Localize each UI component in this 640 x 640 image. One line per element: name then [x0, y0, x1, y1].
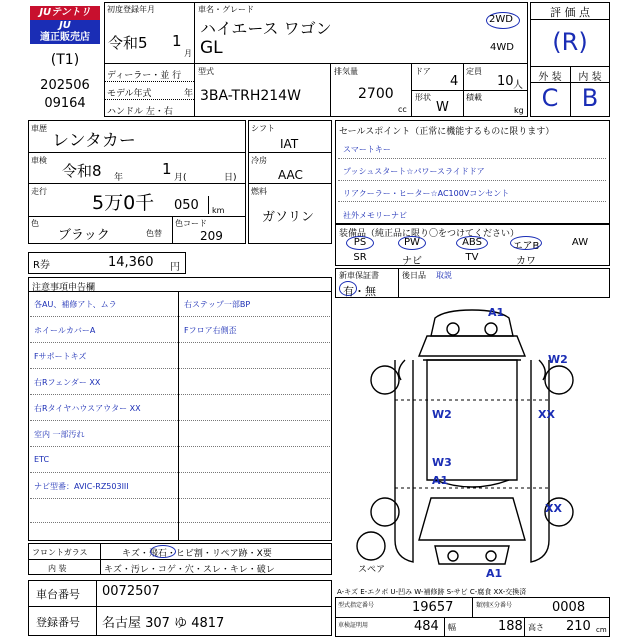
- length-label: 車検証明用: [338, 622, 369, 629]
- first-reg-era: 令和5: [108, 34, 148, 52]
- r-ticket-unit: 円: [170, 262, 180, 273]
- note-left-4: 右Rフェンダー XX: [34, 378, 101, 387]
- front-glass-selected-circle: [150, 545, 176, 558]
- length-value: 484: [414, 619, 439, 634]
- equip-ps-circle: [346, 236, 374, 250]
- legend: A-キズ E-エクボ U-凹み W-補修跡 S-サビ C-腐食 XX-交換済: [337, 588, 527, 596]
- car-name: ハイエース ワゴン: [200, 19, 332, 38]
- dealer-label: ディーラー・並 行: [107, 71, 182, 81]
- mileage-unit: km: [212, 206, 225, 215]
- load-label: 積載: [466, 93, 482, 102]
- cooler-value: AAC: [278, 168, 303, 182]
- equip-sr: SR: [353, 252, 367, 263]
- color-change-label: 色替: [146, 229, 162, 238]
- capacity-value: 10: [497, 74, 514, 89]
- car-name-label: 車名・グレード: [198, 5, 254, 14]
- mileage-value: 5万0千: [92, 192, 155, 214]
- logo-box: [28, 4, 102, 117]
- reg-label: 登録番号: [36, 616, 80, 629]
- note-left-8: ナビ型番：AVIC-RZ503III: [34, 482, 129, 491]
- inspection-month-unit: 月(: [174, 173, 187, 183]
- warranty-value: 有・無: [343, 285, 376, 298]
- height-value: 210: [566, 619, 591, 634]
- front-glass-value: キズ・飛石・ヒビ割・リペア跡・X要: [122, 549, 272, 559]
- mark-xx-right: XX: [538, 408, 555, 421]
- spare-label: スペア: [358, 565, 386, 575]
- note-left-1: 各AU、補修アト、ムラ: [34, 300, 117, 309]
- front-glass-label: フロントガラス: [32, 548, 88, 557]
- note-right-2: Fフロア右側歪: [184, 326, 237, 335]
- equip-pw-circle: [398, 236, 426, 250]
- note-left-3: Fサポートキズ: [34, 352, 87, 361]
- logo-line3: 適正販売店: [30, 32, 100, 44]
- equip-airbag-circle: [510, 236, 542, 250]
- handle-label: ハンドル 左・右: [107, 107, 173, 117]
- mileage-label: 走行: [31, 187, 47, 196]
- note-left-5: 右Rタイヤハウスアウター XX: [34, 404, 141, 413]
- inspection-month: 1: [162, 160, 172, 178]
- evaluation-score: (R): [552, 28, 588, 56]
- stock-no-1: 202506: [40, 78, 90, 93]
- first-reg-month-unit: 月: [184, 49, 192, 58]
- interior-notes-value: キズ・汚レ・コゲ・穴・スレ・キレ・破レ: [104, 565, 275, 575]
- fuel-value: ガソリン: [262, 210, 315, 225]
- height-label: 高さ: [528, 623, 544, 632]
- selling-point-3: リアクーラー・ヒーター☆AC100Vコンセント: [343, 189, 510, 198]
- mark-w2-left: W2: [432, 408, 452, 421]
- displacement-value: 2700: [358, 86, 394, 102]
- inspection-era: 令和8: [62, 162, 102, 180]
- aftermarket-value: 取説: [436, 271, 452, 280]
- displacement-unit: cc: [398, 105, 407, 114]
- first-reg-month: 1: [172, 32, 182, 50]
- width-label: 幅: [448, 623, 456, 632]
- mark-a1-front: A1: [488, 306, 505, 319]
- evaluation-label: 評 価 点: [550, 6, 590, 19]
- logo-line2: JU: [30, 20, 100, 32]
- car-diagram: [335, 300, 610, 582]
- model-code-label: 型式指定番号: [338, 602, 375, 609]
- mileage-sub: 050: [174, 198, 199, 213]
- shift-value: IAT: [280, 137, 299, 151]
- equip-tv: TV: [465, 252, 479, 263]
- equip-ps: PS: [353, 237, 367, 248]
- r-ticket-box: [28, 252, 186, 274]
- first-reg-label: 初度登録年月: [107, 5, 155, 14]
- drive-2wd: 2WD: [489, 14, 513, 25]
- r-ticket-label: R券: [33, 260, 50, 271]
- shape-value: W: [436, 100, 449, 115]
- interior-value: B: [581, 84, 599, 112]
- color-code-label: 色コード: [175, 219, 207, 228]
- mark-a1-rear: A1: [486, 567, 503, 580]
- exterior-value: C: [541, 84, 559, 112]
- inspection-year-unit: 年: [114, 173, 124, 183]
- interior-label: 内 装: [578, 72, 602, 83]
- warranty-label: 新車保証書: [339, 271, 379, 280]
- chassis-label: 車台番号: [36, 588, 80, 601]
- interior-notes-label: 内 装: [48, 564, 67, 573]
- mark-w3: W3: [432, 456, 452, 469]
- notes-title: 注意事項申告欄: [32, 283, 96, 293]
- equip-pw: PW: [404, 237, 420, 248]
- equip-navi: ナビ: [402, 256, 422, 267]
- mark-w2-right: W2: [548, 353, 568, 366]
- logo-line1: JUテントリ: [30, 6, 100, 20]
- history-label: 車歴: [31, 124, 47, 133]
- reg-value: 名古屋 307 ゆ 4817: [102, 616, 225, 631]
- cooler-label: 冷房: [251, 156, 267, 165]
- equipment-title: 装備品（純正品に限り〇をつけてください）: [339, 229, 520, 239]
- model-year-label: モデル年式: [107, 89, 152, 99]
- model-year-unit: 年: [184, 89, 194, 99]
- doors-label: ドア: [415, 67, 431, 76]
- equip-abs-circle: [456, 236, 488, 250]
- selling-point-2: プッシュスタート☆パワースライドドア: [343, 167, 485, 176]
- exterior-label: 外 装: [538, 72, 562, 83]
- shift-label: シフト: [251, 124, 275, 133]
- height-unit: cm: [596, 626, 607, 634]
- mark-xx-rear: XX: [545, 502, 562, 515]
- note-right-1: 右ステップ一部BP: [184, 300, 251, 309]
- selling-points-title: セールスポイント（正常に機能するものに限ります）: [339, 127, 555, 137]
- color-label: 色: [31, 219, 39, 228]
- equip-leather: カワ: [516, 256, 536, 267]
- stock-no-2: 09164: [44, 96, 86, 111]
- equip-abs: ABS: [462, 237, 482, 248]
- class-code-label: 類別区分番号: [476, 602, 513, 609]
- width-value: 188: [498, 619, 523, 634]
- color-value: ブラック: [58, 228, 110, 243]
- fuel-label: 燃料: [251, 187, 267, 196]
- r-ticket-value: 14,360: [108, 255, 154, 270]
- selling-point-4: 社外メモリーナビ: [343, 211, 407, 220]
- note-left-6: 室内 一部汚れ: [34, 430, 85, 439]
- chassis-value: 0072507: [102, 584, 160, 599]
- mark-a1-mid: A1: [432, 474, 449, 487]
- class-code-value: 0008: [552, 600, 586, 615]
- equip-airbag: エアB: [512, 241, 540, 252]
- color-code-value: 209: [200, 229, 223, 243]
- note-left-7: ETC: [34, 455, 50, 464]
- doors-value: 4: [450, 74, 459, 89]
- displacement-label: 排気量: [334, 67, 358, 76]
- capacity-label: 定員: [466, 67, 482, 76]
- load-unit: kg: [514, 106, 524, 115]
- shape-label: 形状: [415, 93, 431, 102]
- equip-aw: AW: [571, 237, 589, 248]
- inspection-label: 車検: [31, 156, 47, 165]
- inspection-day-unit: 日): [224, 173, 237, 183]
- type-label: 型式: [198, 67, 214, 76]
- drive-4wd: 4WD: [490, 42, 514, 53]
- aftermarket-label: 後日品: [402, 271, 426, 280]
- note-left-2: ホイールカバーA: [34, 326, 96, 335]
- history-value: レンタカー: [52, 131, 136, 151]
- selling-point-1: スマートキー: [343, 145, 391, 154]
- model-code-value: 19657: [412, 600, 454, 615]
- car-grade: GL: [200, 38, 223, 58]
- capacity-unit: 人: [513, 80, 523, 91]
- type-value: 3BA-TRH214W: [200, 88, 301, 104]
- lane: (T1): [50, 52, 80, 68]
- warranty-selected-circle: [339, 281, 357, 296]
